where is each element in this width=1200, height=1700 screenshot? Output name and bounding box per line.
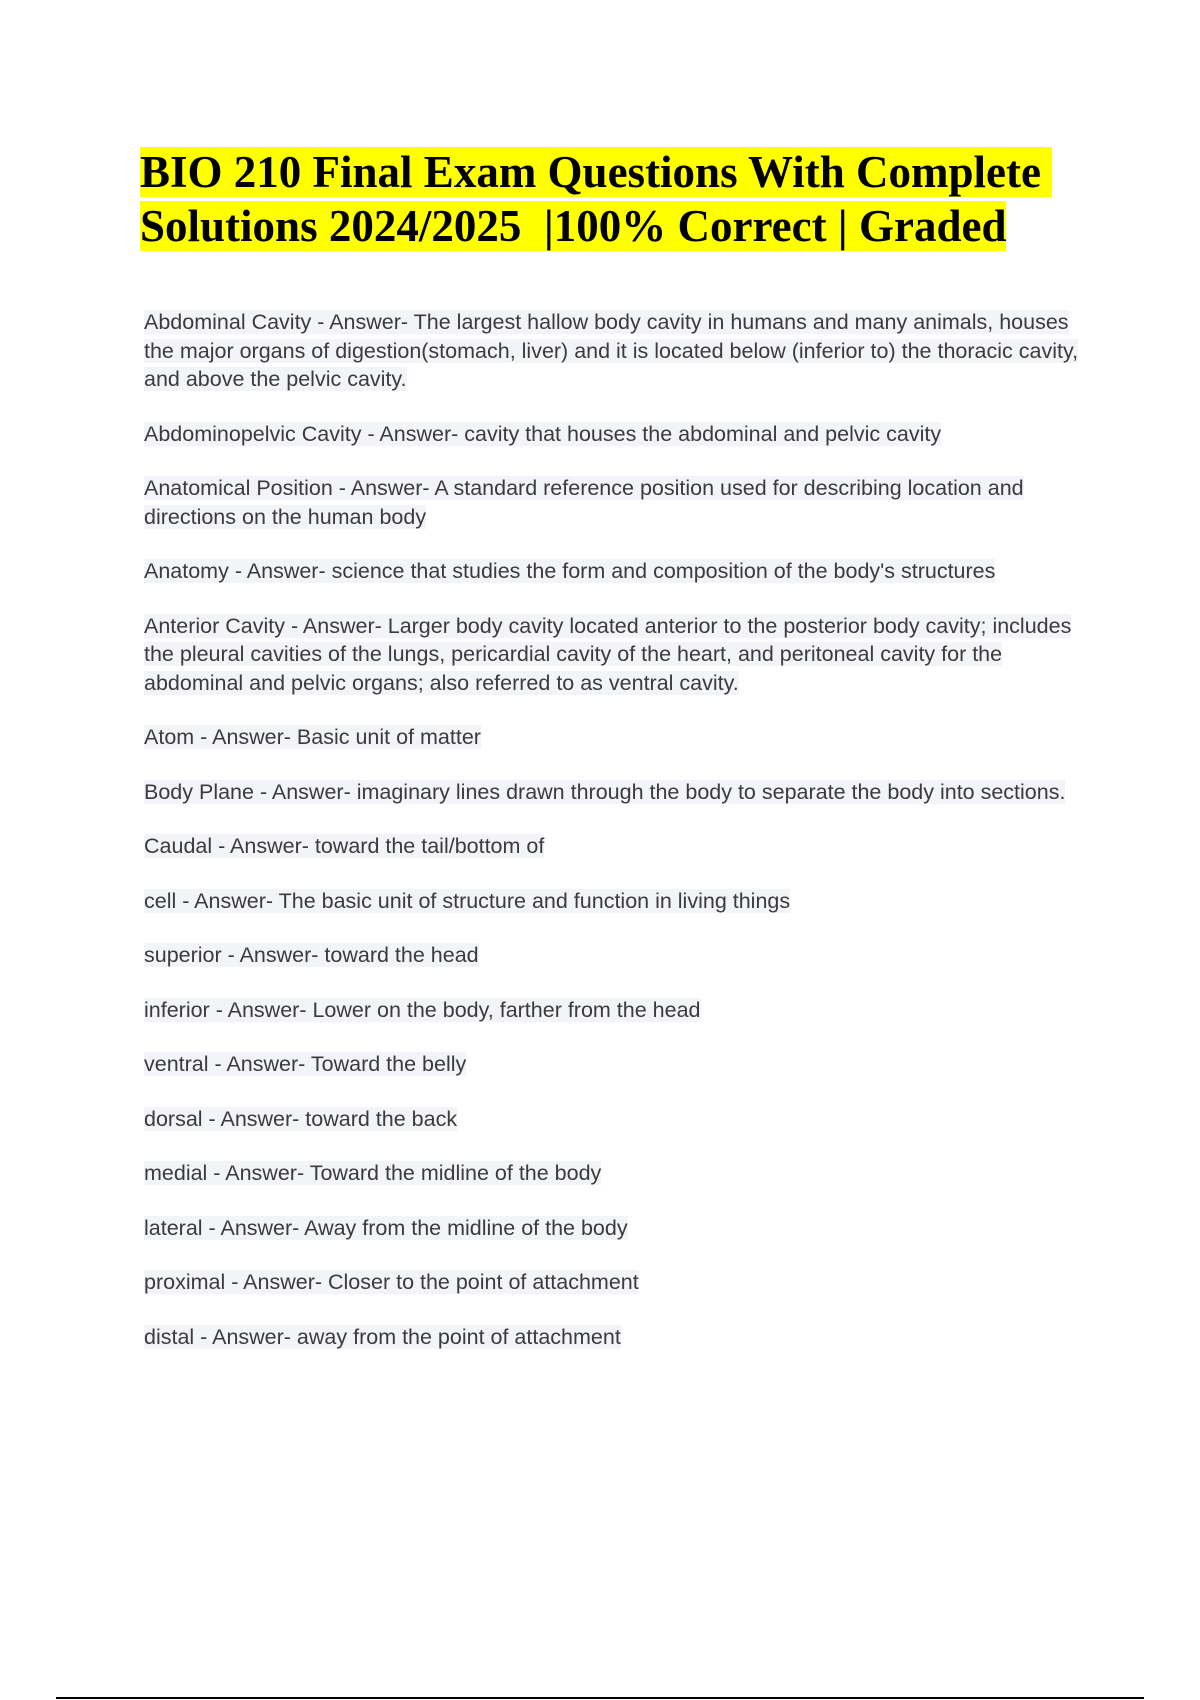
qa-entry: Abdominopelvic Cavity - Answer- cavity that houses the abdominal and pelvic cavity <box>144 421 942 446</box>
qa-entry: Anterior Cavity - Answer- Larger body cavity located anterior to the posterior body cavity; includes the pleural cavities of the lungs, pericardial cavity of the heart, and peritoneal cavity for the abdominal and pelvic organs; also referred to as ventral cavity. <box>144 613 1072 695</box>
qa-entry: Abdominal Cavity - Answer- The largest hallow body cavity in humans and many animals, houses the major organs of digestion(stomach, liver) and it is located below (inferior to) the thoracic cavity, and above the pelvic cavity. <box>144 310 1079 391</box>
qa-entry: lateral - Answer- Away from the midline of the body <box>144 1215 628 1240</box>
qa-entry: Anatomy - Answer- science that studies the form and composition of the body's structures <box>144 559 996 583</box>
qa-entry: Anatomical Position - Answer- A standard reference position used for describing location and directions on the human body <box>144 476 1024 529</box>
qa-entry: Atom - Answer- Basic unit of matter <box>144 725 481 749</box>
document-title <box>140 145 1140 253</box>
qa-entry: superior - Answer- toward the head <box>144 943 479 967</box>
qa-list <box>144 308 1094 1377</box>
qa-entry: Body Plane - Answer- imaginary lines drawn through the body to separate the body into sections. <box>144 779 1066 804</box>
qa-entry: proximal - Answer- Closer to the point of attachment <box>144 1270 639 1294</box>
qa-entry: dorsal - Answer- toward the back <box>144 1106 458 1131</box>
title-highlight: BIO 210 Final Exam Questions With Complete Solutions 2024/2025 |100% Correct | Graded <box>140 147 1053 251</box>
qa-entry: inferior - Answer- Lower on the body, farther from the head <box>144 997 701 1022</box>
qa-entry: ventral - Answer- Toward the belly <box>144 1052 467 1076</box>
qa-entry: cell - Answer- The basic unit of structure and function in living things <box>144 888 791 913</box>
footer-divider <box>56 1697 1144 1699</box>
qa-entry: medial - Answer- Toward the midline of the body <box>144 1161 602 1185</box>
qa-entry: distal - Answer- away from the point of attachment <box>144 1324 621 1349</box>
qa-entry: Caudal - Answer- toward the tail/bottom of <box>144 834 545 858</box>
